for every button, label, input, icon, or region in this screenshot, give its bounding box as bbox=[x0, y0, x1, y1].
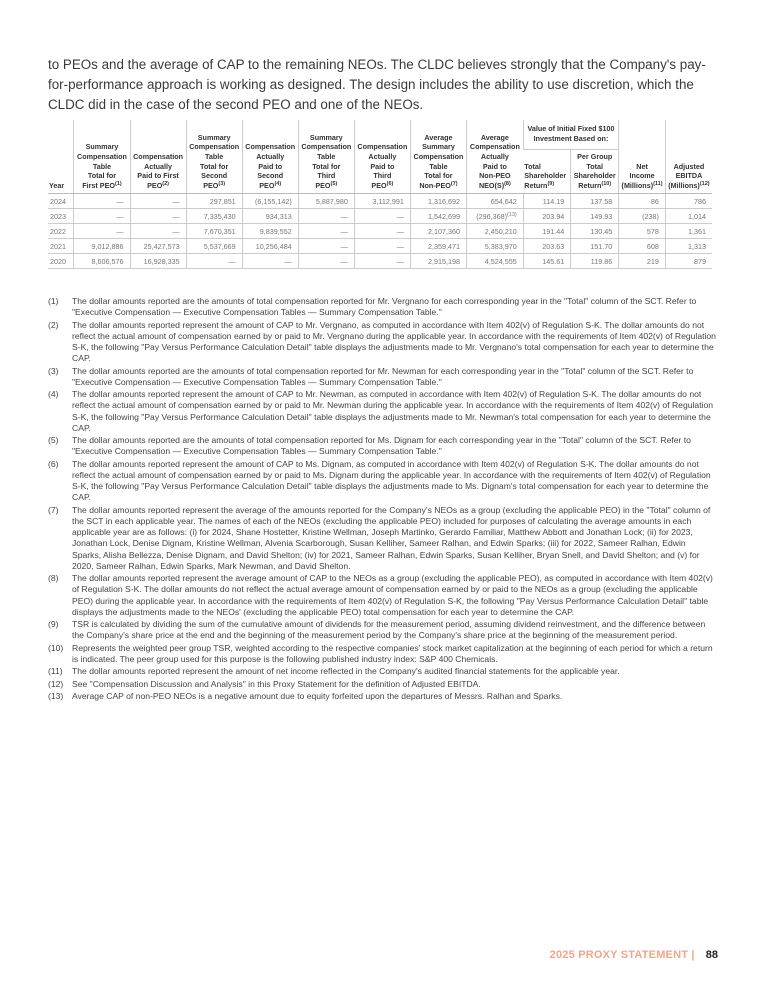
table-cell bbox=[242, 194, 298, 209]
column-header bbox=[410, 120, 466, 194]
cell-value: 2,915,198 bbox=[428, 256, 460, 266]
cell-value: — bbox=[116, 211, 124, 221]
footnote-number: (10) bbox=[48, 642, 64, 653]
table-cell bbox=[665, 239, 712, 254]
footnote-text: TSR is calculated by dividing the sum of the cumulative amount of dividends for the measurement period, assuming dividend reinvestment, and the difference between the Company's share price at the end and the beginning of the measurement period by the Company's share price at the beginning of the measurement period. bbox=[72, 619, 706, 641]
footnotes bbox=[48, 296, 716, 704]
page-number: 88 bbox=[705, 949, 718, 961]
cell-value: 2,107,360 bbox=[428, 226, 460, 236]
column-header-label: Total Shareholder Return bbox=[524, 161, 567, 190]
cell-value: 151.70 bbox=[590, 241, 613, 251]
cell-value: 10,256,484 bbox=[255, 241, 292, 251]
cell-value: — bbox=[172, 196, 180, 206]
table-cell bbox=[298, 224, 354, 239]
cell-value: — bbox=[396, 226, 404, 236]
footnote-text: The dollar amounts reported are the amounts of total compensation reported for Mr. Vergnano for each corresponding year in the "Total" column of the SCT. Refer to "Executive Compensation — Executive Compensation Tables — Summary Compensation Table." bbox=[72, 296, 697, 318]
cell-value: 1,313 bbox=[688, 241, 706, 251]
cell-value: — bbox=[396, 211, 404, 221]
table-cell bbox=[186, 254, 242, 269]
cell-value: 2,359,471 bbox=[428, 241, 460, 251]
table-cell bbox=[571, 239, 619, 254]
cell-value: — bbox=[172, 211, 180, 221]
column-header bbox=[571, 150, 619, 194]
table-cell bbox=[619, 209, 666, 224]
table-cell bbox=[130, 224, 186, 239]
cell-value: — bbox=[340, 226, 348, 236]
table-cell bbox=[523, 224, 570, 239]
footnote bbox=[48, 505, 716, 572]
cell-value: 4,524,555 bbox=[484, 256, 517, 266]
column-header-label: Compensation Actually Paid to Third PEO bbox=[357, 142, 408, 190]
cell-value: 608 bbox=[646, 241, 659, 251]
cell-value: — bbox=[396, 256, 404, 266]
cell-value: 8,606,576 bbox=[91, 256, 124, 266]
table-cell bbox=[186, 239, 242, 254]
table-cell bbox=[74, 224, 130, 239]
footnote bbox=[48, 679, 716, 690]
table-cell bbox=[298, 239, 354, 254]
column-header-label: Summary Compensation Table Total for First PEO bbox=[77, 142, 127, 190]
footnote-ref: (2) bbox=[162, 180, 170, 187]
table-cell bbox=[74, 254, 130, 269]
footnote-number: (8) bbox=[48, 573, 59, 584]
intro-paragraph: to PEOs and the average of CAP to the remaining NEOs. The CLDC believes strongly that the Company's pay-for-performance approach is working as designed. The design includes the ability to use discretion, which the CLDC did in the case of the second PEO and one of the NEOs. bbox=[48, 57, 706, 113]
cell-value: 1,542,699 bbox=[428, 211, 460, 221]
column-header-label: Adjusted EBITDA (Millions) bbox=[668, 161, 705, 190]
cell-value: 130.45 bbox=[590, 226, 613, 236]
table-cell bbox=[467, 209, 524, 224]
footnote-number: (12) bbox=[48, 678, 64, 689]
table-cell bbox=[467, 224, 524, 239]
table-cell bbox=[523, 209, 570, 224]
table-cell bbox=[354, 239, 410, 254]
column-header-label: Net Income (Millions) bbox=[621, 161, 655, 190]
table-cell bbox=[571, 194, 619, 209]
cell-value: 86 bbox=[650, 196, 659, 206]
table-cell bbox=[619, 194, 666, 209]
header-row-group bbox=[48, 120, 712, 150]
table-cell bbox=[410, 254, 466, 269]
table-cell bbox=[74, 194, 130, 209]
table-cell bbox=[665, 224, 712, 239]
table-cell bbox=[523, 254, 570, 269]
cell-value: 203.63 bbox=[542, 241, 565, 251]
table-cell bbox=[410, 209, 466, 224]
cell-value: 145.61 bbox=[542, 256, 565, 266]
table-cell bbox=[74, 239, 130, 254]
footnote-text: Represents the weighted peer group TSR, weighted according to the respective companies' stock market capitalization at the beginning of each period for which a return is indicated. The peer group used for this purpose is the following published industry index: S&P 400 Chemicals. bbox=[72, 642, 713, 664]
table-cell bbox=[242, 209, 298, 224]
table-cell bbox=[523, 194, 570, 209]
table-cell bbox=[298, 194, 354, 209]
cell-value: 786 bbox=[694, 196, 706, 206]
table-cell bbox=[186, 224, 242, 239]
cell-value: — bbox=[172, 226, 180, 236]
column-header-label: Compensation Actually Paid to Second PEO bbox=[245, 142, 296, 190]
table-cell bbox=[467, 254, 524, 269]
cell-value: 5,537,669 bbox=[203, 241, 236, 251]
table-cell bbox=[242, 239, 298, 254]
cell-value: 114.19 bbox=[542, 196, 565, 206]
cell-value: (6,155,142) bbox=[255, 196, 292, 206]
cell-value: 203.94 bbox=[542, 211, 565, 221]
cell-value: 2020 bbox=[50, 256, 66, 266]
footnote bbox=[48, 573, 716, 618]
footnote-number: (3) bbox=[48, 365, 59, 376]
table-row bbox=[48, 194, 712, 209]
cell-value: — bbox=[116, 226, 124, 236]
column-header bbox=[74, 120, 130, 194]
table-cell bbox=[665, 254, 712, 269]
year-cell bbox=[48, 194, 74, 209]
footnote-text: The dollar amounts reported represent the amount of CAP to Ms. Dignam, as computed in accordance with Item 402(v) of Regulation S-K. The dollar amounts do not reflect the actual amount of compensation earned by or paid to Ms. Dignam during the applicable year. In accordance with the requirements of Item 402(v) of Regulation S-K, the following "Pay Versus Performance Calculation Detail" table displays the adjustments made to Ms. Dignam's total compensation for each year to determine the CAP. bbox=[72, 458, 711, 503]
footnote-text: The dollar amounts reported represent the amount of CAP to Mr. Vergnano, as computed in accordance with Item 402(v) of Regulation S-K. The dollar amounts do not reflect the actual amount of compensation earned by or paid to Mr. Vergnano during the applicable year. In accordance with the requirements of Item 402(v) of Regulation S-K, the following "Pay Versus Performance Calculation Detail" table displays the adjustments made to Mr. Vergnano's total compensation for each year to determine the CAP. bbox=[72, 319, 716, 364]
cell-value: — bbox=[396, 241, 404, 251]
footnote-ref: (12) bbox=[699, 180, 710, 187]
table-cell bbox=[619, 224, 666, 239]
column-header bbox=[523, 150, 570, 194]
table-cell bbox=[523, 239, 570, 254]
footnote bbox=[48, 459, 716, 504]
cell-value: 934,313 bbox=[265, 211, 292, 221]
cell-value: 1,014 bbox=[688, 211, 706, 221]
cell-value: 119.86 bbox=[590, 256, 613, 266]
table-cell bbox=[410, 194, 466, 209]
footnote-number: (13) bbox=[48, 691, 64, 702]
cell-value: 9,839,552 bbox=[259, 226, 292, 236]
table-row bbox=[48, 209, 712, 224]
footnote-ref: (10) bbox=[601, 180, 612, 187]
cell-value: (238) bbox=[642, 211, 659, 221]
footnote-number: (4) bbox=[48, 389, 59, 400]
column-header bbox=[354, 120, 410, 194]
footnote-text: The dollar amounts reported are the amounts of total compensation reported for Ms. Dignam for each corresponding year in the "Total" column of the SCT. Refer to "Executive Compensation — Executive Compensation Tables — Summary Compensation Table." bbox=[72, 435, 691, 457]
table-row bbox=[48, 254, 712, 269]
cell-value: — bbox=[340, 256, 348, 266]
footnote-number: (1) bbox=[48, 296, 59, 306]
year-cell bbox=[48, 224, 74, 239]
table-cell bbox=[619, 239, 666, 254]
cell-value: 5,383,970 bbox=[484, 241, 517, 251]
footnote-text: The dollar amounts reported represent the amount of CAP to Mr. Newman, as computed in accordance with Item 402(v) of Regulation S-K. The dollar amounts do not reflect the actual amount of compensation earned by or paid to Mr. Newman during the applicable year. In accordance with the requirements of Item 402(v) of Regulation S-K, the following "Pay Versus Performance Calculation Detail" table displays the adjustments made to Mr. Newman's total compensation for each year to determine the CAP. bbox=[72, 389, 714, 433]
cell-value: (296,368) bbox=[476, 211, 507, 221]
footnote-text: The dollar amounts reported represent the average of the amounts reported for the Company's NEOs as a group (excluding the applicable PEO) in the "Total" column of the SCT in each applicable year. The names of each of the NEOs (excluding the applicable PEO) included for purposes of calculating the average amounts in each applicable year are as follows: (i) for 2024, Shane Hostetter, Kristine Wellman, Joseph Martinko, Gerardo Familiar, Matthew Abbott and Jonathan Lock; (ii) for 2023, Jonathan Lock, Denise Dignam, Kristine Wellman, Alvenia Scarborough, Susan Kelliher, Sameer Ralhan, and Edwin Sparks; (iii) for 2022, Sameer Ralhan, Edwin Sparks, Alisha Bellezza, Denise Dignam, and David Shelton; (iv) for 2021, Sameer Ralhan, Edwin Sparks, Susan Kelliher, Bryan Snell, and David Shelton; and (v) for 2020, Sameer Ralhan, Edwin Sparks, Mark Newman, and David Shelton. bbox=[72, 504, 711, 571]
footer-label: 2025 PROXY STATEMENT | bbox=[549, 949, 695, 961]
footnote-ref: (11) bbox=[653, 180, 663, 187]
cell-value: 879 bbox=[694, 256, 706, 266]
column-header bbox=[619, 120, 666, 194]
column-header bbox=[665, 120, 712, 194]
table-cell bbox=[665, 194, 712, 209]
footnote bbox=[48, 691, 716, 702]
footnote-number: (7) bbox=[48, 504, 59, 515]
footnote bbox=[48, 435, 716, 457]
footnote-number: (5) bbox=[48, 435, 59, 446]
footnote-text: The dollar amounts reported represent the average amount of CAP to the NEOs as a group (excluding the applicable PEO), as computed in accordance with Item 402(v) of Regulation S-K. The dollar amounts do not reflect the actual average amount of compensation earned by or paid to the NEOs as a group (excluding the applicable PEO) during the applicable year. In accordance with the requirements of Item 402(v) of Regulation S-K, the following "Pay Versus Performance Calculation Detail" table displays the adjustments made to the NEOs' (excluding the applicable PEO) total compensation for each year to determine the CAP. bbox=[72, 573, 713, 617]
column-header-label: Average Summary Compensation Table Total for Non-PEO bbox=[413, 132, 464, 190]
footnote-ref: (3) bbox=[218, 180, 226, 187]
footnote-text: Average CAP of non-PEO NEOs is a negative amount due to equity forfeited upon the departures of Messrs. Ralhan and Sparks. bbox=[72, 691, 563, 702]
table-cell bbox=[186, 194, 242, 209]
cell-value: 137.58 bbox=[590, 196, 613, 206]
column-header-label: Summary Compensation Table Total for Second PEO bbox=[189, 132, 240, 190]
cell-value: 191.44 bbox=[542, 226, 565, 236]
table-cell bbox=[619, 254, 666, 269]
footnote bbox=[48, 389, 716, 434]
table-cell bbox=[467, 194, 524, 209]
cell-value: 1,361 bbox=[688, 226, 706, 236]
cell-value: 219 bbox=[646, 256, 659, 266]
cell-value: 25,427,573 bbox=[143, 241, 180, 251]
cell-value: 5,887,980 bbox=[315, 196, 348, 206]
page-footer bbox=[550, 949, 718, 961]
cell-value: 2023 bbox=[50, 211, 66, 221]
table-cell bbox=[74, 209, 130, 224]
table-cell bbox=[242, 224, 298, 239]
table-cell bbox=[410, 224, 466, 239]
footnote-text: See "Compensation Discussion and Analysis" in this Proxy Statement for the definition of Adjusted EBITDA. bbox=[72, 678, 481, 689]
group-header: Value of Initial Fixed $100 Investment Based on: bbox=[523, 120, 618, 150]
table-cell bbox=[130, 254, 186, 269]
cell-value: 654,642 bbox=[490, 196, 517, 206]
footnote-ref: (6) bbox=[386, 180, 394, 187]
table-cell bbox=[130, 209, 186, 224]
cell-value: — bbox=[228, 256, 236, 266]
cell-value: 3,112,991 bbox=[372, 196, 404, 206]
year-cell bbox=[48, 239, 74, 254]
cell-value: 2,450,210 bbox=[484, 226, 517, 236]
table-cell bbox=[665, 209, 712, 224]
table-cell bbox=[410, 239, 466, 254]
footnote-ref: (4) bbox=[274, 180, 282, 187]
cell-value: 16,928,335 bbox=[143, 256, 180, 266]
cell-value: — bbox=[116, 196, 124, 206]
table-cell bbox=[571, 254, 619, 269]
footnote-ref: (5) bbox=[330, 180, 338, 187]
table-cell bbox=[354, 194, 410, 209]
table-cell bbox=[571, 224, 619, 239]
table-cell bbox=[186, 209, 242, 224]
cell-value: — bbox=[284, 256, 292, 266]
column-header bbox=[48, 120, 74, 194]
table-cell bbox=[354, 209, 410, 224]
column-header bbox=[130, 120, 186, 194]
table-cell bbox=[354, 254, 410, 269]
table-cell bbox=[467, 239, 524, 254]
footnote-text: The dollar amounts reported represent the amount of net income reflected in the Company's audited financial statements for the applicable year. bbox=[72, 666, 620, 677]
footnote-ref: (8) bbox=[504, 180, 511, 187]
cell-value: 578 bbox=[646, 226, 659, 236]
footnote-number: (6) bbox=[48, 458, 59, 469]
footnote bbox=[48, 320, 716, 365]
cell-value: 7,335,430 bbox=[203, 211, 236, 221]
footnote-number: (11) bbox=[48, 666, 63, 677]
year-cell bbox=[48, 209, 74, 224]
column-header-label: Summary Compensation Table Total for Third PEO bbox=[301, 132, 352, 190]
footnote-text: The dollar amounts reported are the amounts of total compensation reported for Mr. Newman for each corresponding year in the "Total" column of the SCT. Refer to "Executive Compensation — Executive Compensation Tables — Summary Compensation Table." bbox=[72, 365, 694, 387]
cell-value: 7,670,351 bbox=[203, 226, 236, 236]
table-row bbox=[48, 239, 712, 254]
footnote-ref: (7) bbox=[450, 180, 458, 187]
column-header bbox=[242, 120, 298, 194]
cell-value: — bbox=[340, 211, 348, 221]
footnote bbox=[48, 666, 716, 677]
footnote-number: (2) bbox=[48, 319, 59, 330]
column-header bbox=[298, 120, 354, 194]
column-header bbox=[186, 120, 242, 194]
column-header-label: Per Group Total Shareholder Return bbox=[573, 152, 616, 190]
column-header-label: Year bbox=[49, 180, 65, 190]
table-cell bbox=[242, 254, 298, 269]
cell-value: 1,316,692 bbox=[428, 196, 460, 206]
table-cell bbox=[130, 239, 186, 254]
cell-value: 2021 bbox=[50, 241, 66, 251]
column-header-label: Average Compensation Actually Paid to Non-PEO NEO(S) bbox=[469, 132, 520, 190]
footnote-ref: (1) bbox=[115, 180, 122, 187]
cell-value: 9,012,886 bbox=[91, 241, 124, 251]
cell-value: 149.93 bbox=[590, 211, 613, 221]
cell-value: 2022 bbox=[50, 226, 66, 236]
table-cell bbox=[298, 254, 354, 269]
footnote bbox=[48, 643, 716, 665]
cell-value: 2024 bbox=[50, 196, 66, 206]
footnote-ref: (13) bbox=[506, 211, 517, 218]
year-cell bbox=[48, 254, 74, 269]
table-cell bbox=[571, 209, 619, 224]
table-cell bbox=[298, 209, 354, 224]
cell-value: 297,851 bbox=[209, 196, 236, 206]
column-header bbox=[467, 120, 524, 194]
table-cell bbox=[130, 194, 186, 209]
cell-value: — bbox=[340, 241, 348, 251]
footnote-number: (9) bbox=[48, 619, 59, 630]
column-header-label: Compensation Actually Paid to First PEO bbox=[133, 152, 184, 190]
table-cell bbox=[354, 224, 410, 239]
table-row bbox=[48, 224, 712, 239]
footnote-ref: (9) bbox=[547, 180, 555, 187]
footnote bbox=[48, 619, 716, 641]
footnote bbox=[48, 296, 716, 318]
pay-versus-performance-table bbox=[48, 120, 712, 269]
footnote bbox=[48, 366, 716, 388]
